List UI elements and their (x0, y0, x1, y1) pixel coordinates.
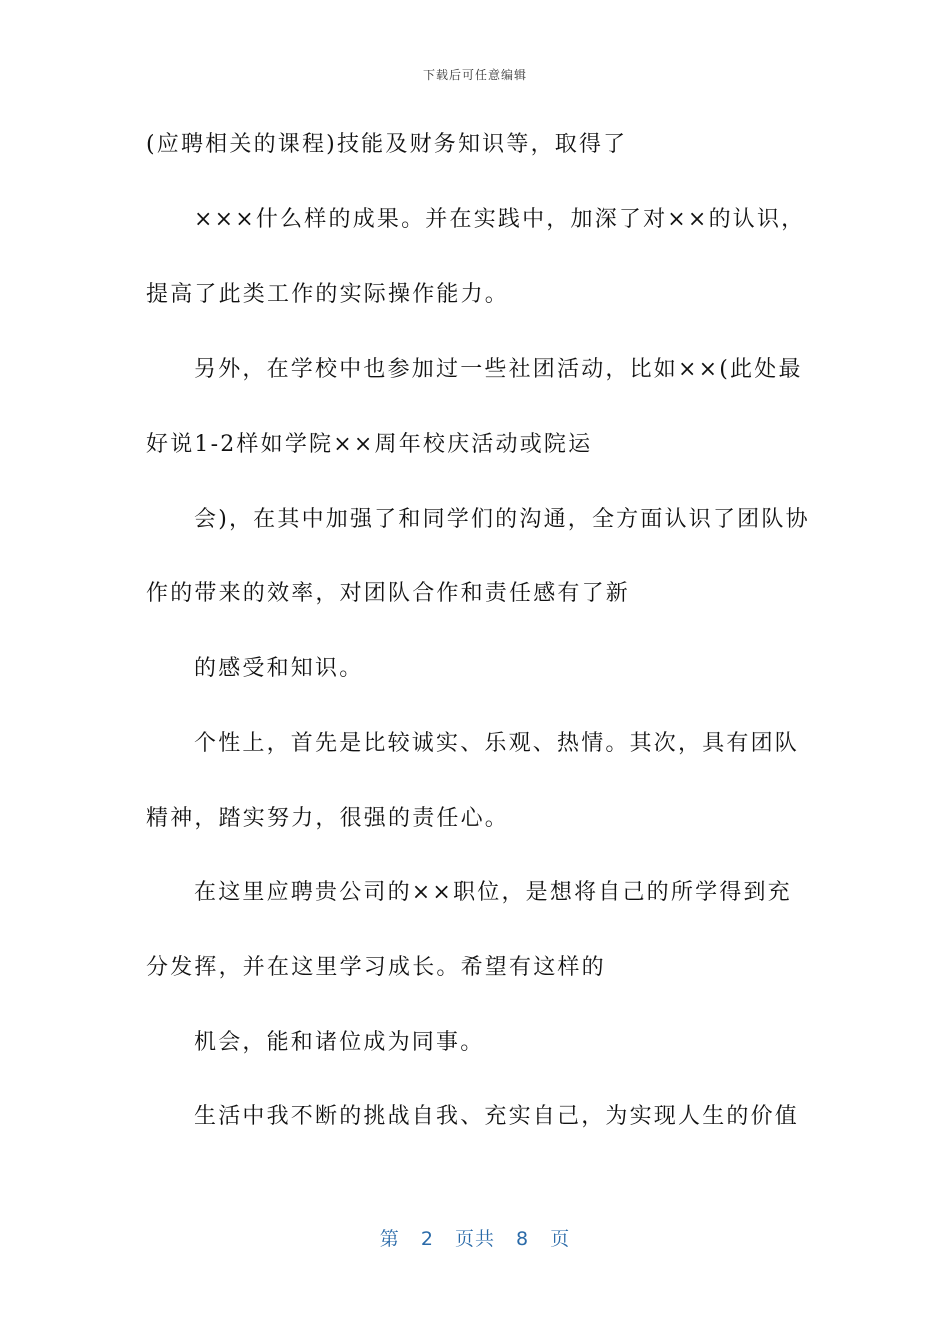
text-line: 精神，踏实努力，很强的责任心。 (146, 806, 510, 831)
text-line: (应聘相关的课程)技能及财务知识等，取得了 (146, 132, 628, 157)
footer-prefix: 第 (379, 1228, 400, 1250)
text-line: 好说1-2样如学院××周年校庆活动或院运 (146, 432, 593, 457)
text-line: ×××什么样的成果。并在实践中，加深了对××的认识， (194, 207, 806, 232)
text-line: 会)，在其中加强了和同学们的沟通，全方面认识了团队协 (194, 507, 810, 532)
text-line: 在这里应聘贵公司的××职位，是想将自己的所学得到充 (194, 880, 792, 905)
text-line: 分发挥，并在这里学习成长。希望有这样的 (146, 955, 606, 980)
footer-middle: 页共 (454, 1228, 495, 1250)
page-footer (0, 1224, 950, 1251)
text-line: 提高了此类工作的实际操作能力。 (146, 282, 510, 307)
current-page-number: 2 (420, 1228, 434, 1250)
total-page-number: 8 (516, 1228, 530, 1250)
text-line: 生活中我不断的挑战自我、充实自己，为实现人生的价值 (194, 1104, 800, 1129)
text-line: 作的带来的效率，对团队合作和责任感有了新 (146, 581, 631, 606)
footer-suffix: 页 (550, 1228, 571, 1250)
text-line: 个性上，首先是比较诚实、乐观、热情。其次，具有团队 (194, 731, 800, 756)
text-line: 另外，在学校中也参加过一些社团活动，比如××(此处最 (194, 357, 803, 382)
text-line: 机会，能和诸位成为同事。 (194, 1030, 485, 1055)
page-header: 下载后可任意编辑 (422, 68, 527, 82)
text-line: 的感受和知识。 (194, 656, 364, 681)
